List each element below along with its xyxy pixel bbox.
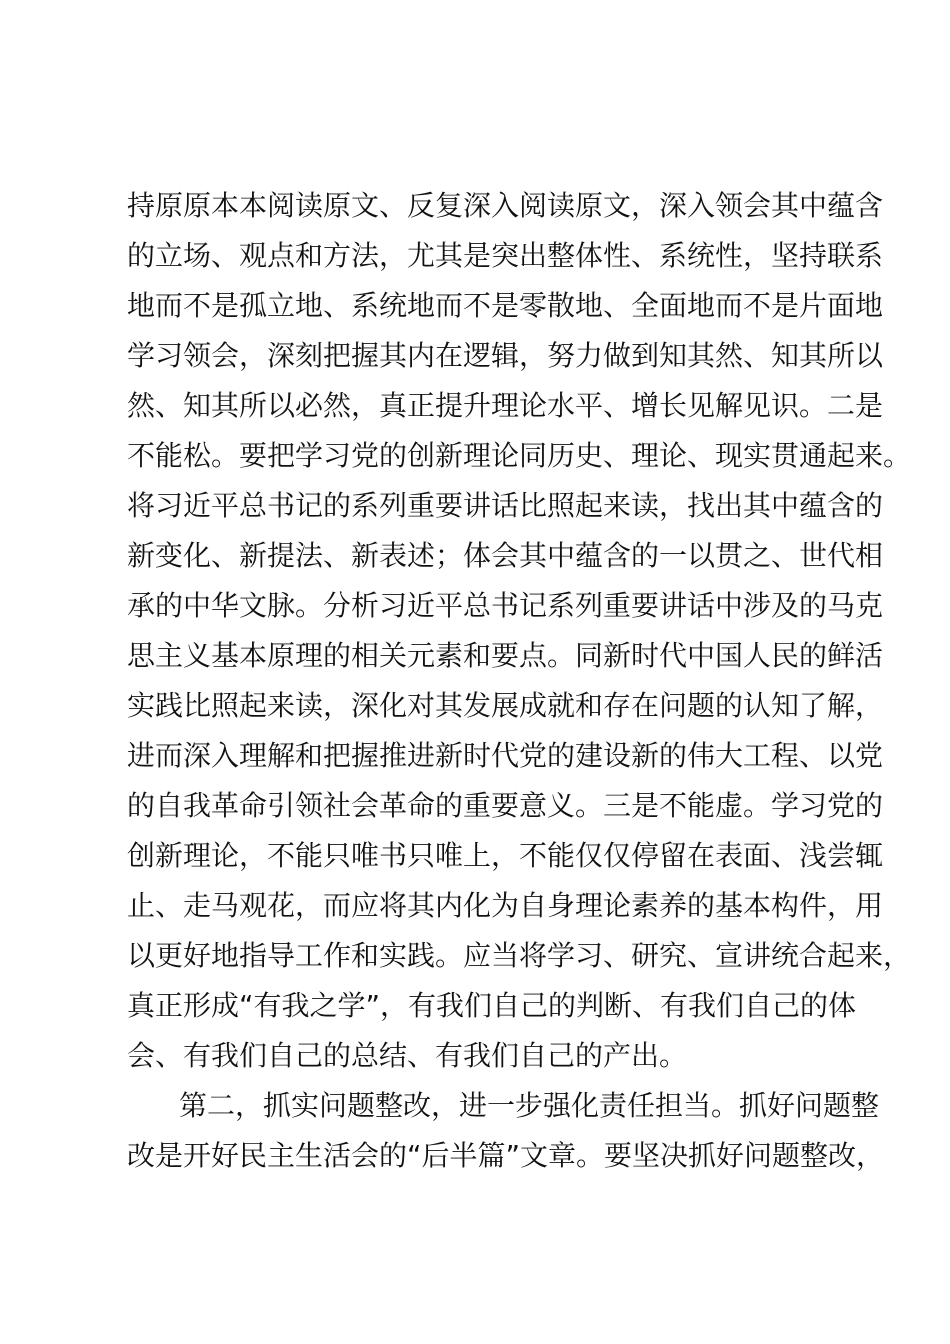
- text-line: 新变化、新提法、新表述；体会其中蕴含的一以贯之、世代相: [127, 539, 884, 572]
- text-line: 持原原本本阅读原文、反复深入阅读原文，深入领会其中蕴含: [127, 189, 884, 222]
- text-line: 承的中华文脉。分析习近平总书记系列重要讲话中涉及的马克: [127, 589, 884, 622]
- text-line: 进而深入理解和把握推进新时代党的建设新的伟大工程、以党: [127, 739, 884, 772]
- text-line: 改是开好民主生活会的“后半篇”文章。要坚决抓好问题整改，: [127, 1139, 885, 1172]
- text-line: 止、走马观花，而应将其内化为自身理论素养的基本构件，用: [127, 889, 884, 922]
- text-line: 学习领会，深刻把握其内在逻辑，努力做到知其然、知其所以: [127, 339, 884, 372]
- text-line: 会、有我们自己的总结、有我们自己的产出。: [127, 1039, 688, 1072]
- text-line: 以更好地指导工作和实践。应当将学习、研究、宣讲统合起来，: [127, 939, 912, 972]
- text-line: 地而不是孤立地、系统地而不是零散地、全面地而不是片面地: [127, 289, 884, 322]
- text-line: 思主义基本原理的相关元素和要点。同新时代中国人民的鲜活: [127, 639, 884, 672]
- text-line: 的自我革命引领社会革命的重要意义。三是不能虚。学习党的: [127, 789, 884, 822]
- text-line: 将习近平总书记的系列重要讲话比照起来读，找出其中蕴含的: [127, 489, 884, 522]
- text-line: 创新理论，不能只唯书只唯上，不能仅仅停留在表面、浅尝辄: [127, 839, 884, 872]
- document-body: [127, 181, 912, 1181]
- text-line: 的立场、观点和方法，尤其是突出整体性、系统性，坚持联系: [127, 239, 884, 272]
- text-line: 第二，抓实问题整改，进一步强化责任担当。抓好问题整: [179, 1089, 880, 1122]
- text-line: 不能松。要把学习党的创新理论同历史、理论、现实贯通起来。: [127, 439, 912, 472]
- text-line: 然、知其所以必然，真正提升理论水平、增长见解见识。二是: [127, 389, 884, 422]
- text-line: 真正形成“有我之学”，有我们自己的判断、有我们自己的体: [127, 989, 857, 1022]
- text-line: 实践比照起来读，深化对其发展成就和存在问题的认知了解，: [127, 689, 884, 722]
